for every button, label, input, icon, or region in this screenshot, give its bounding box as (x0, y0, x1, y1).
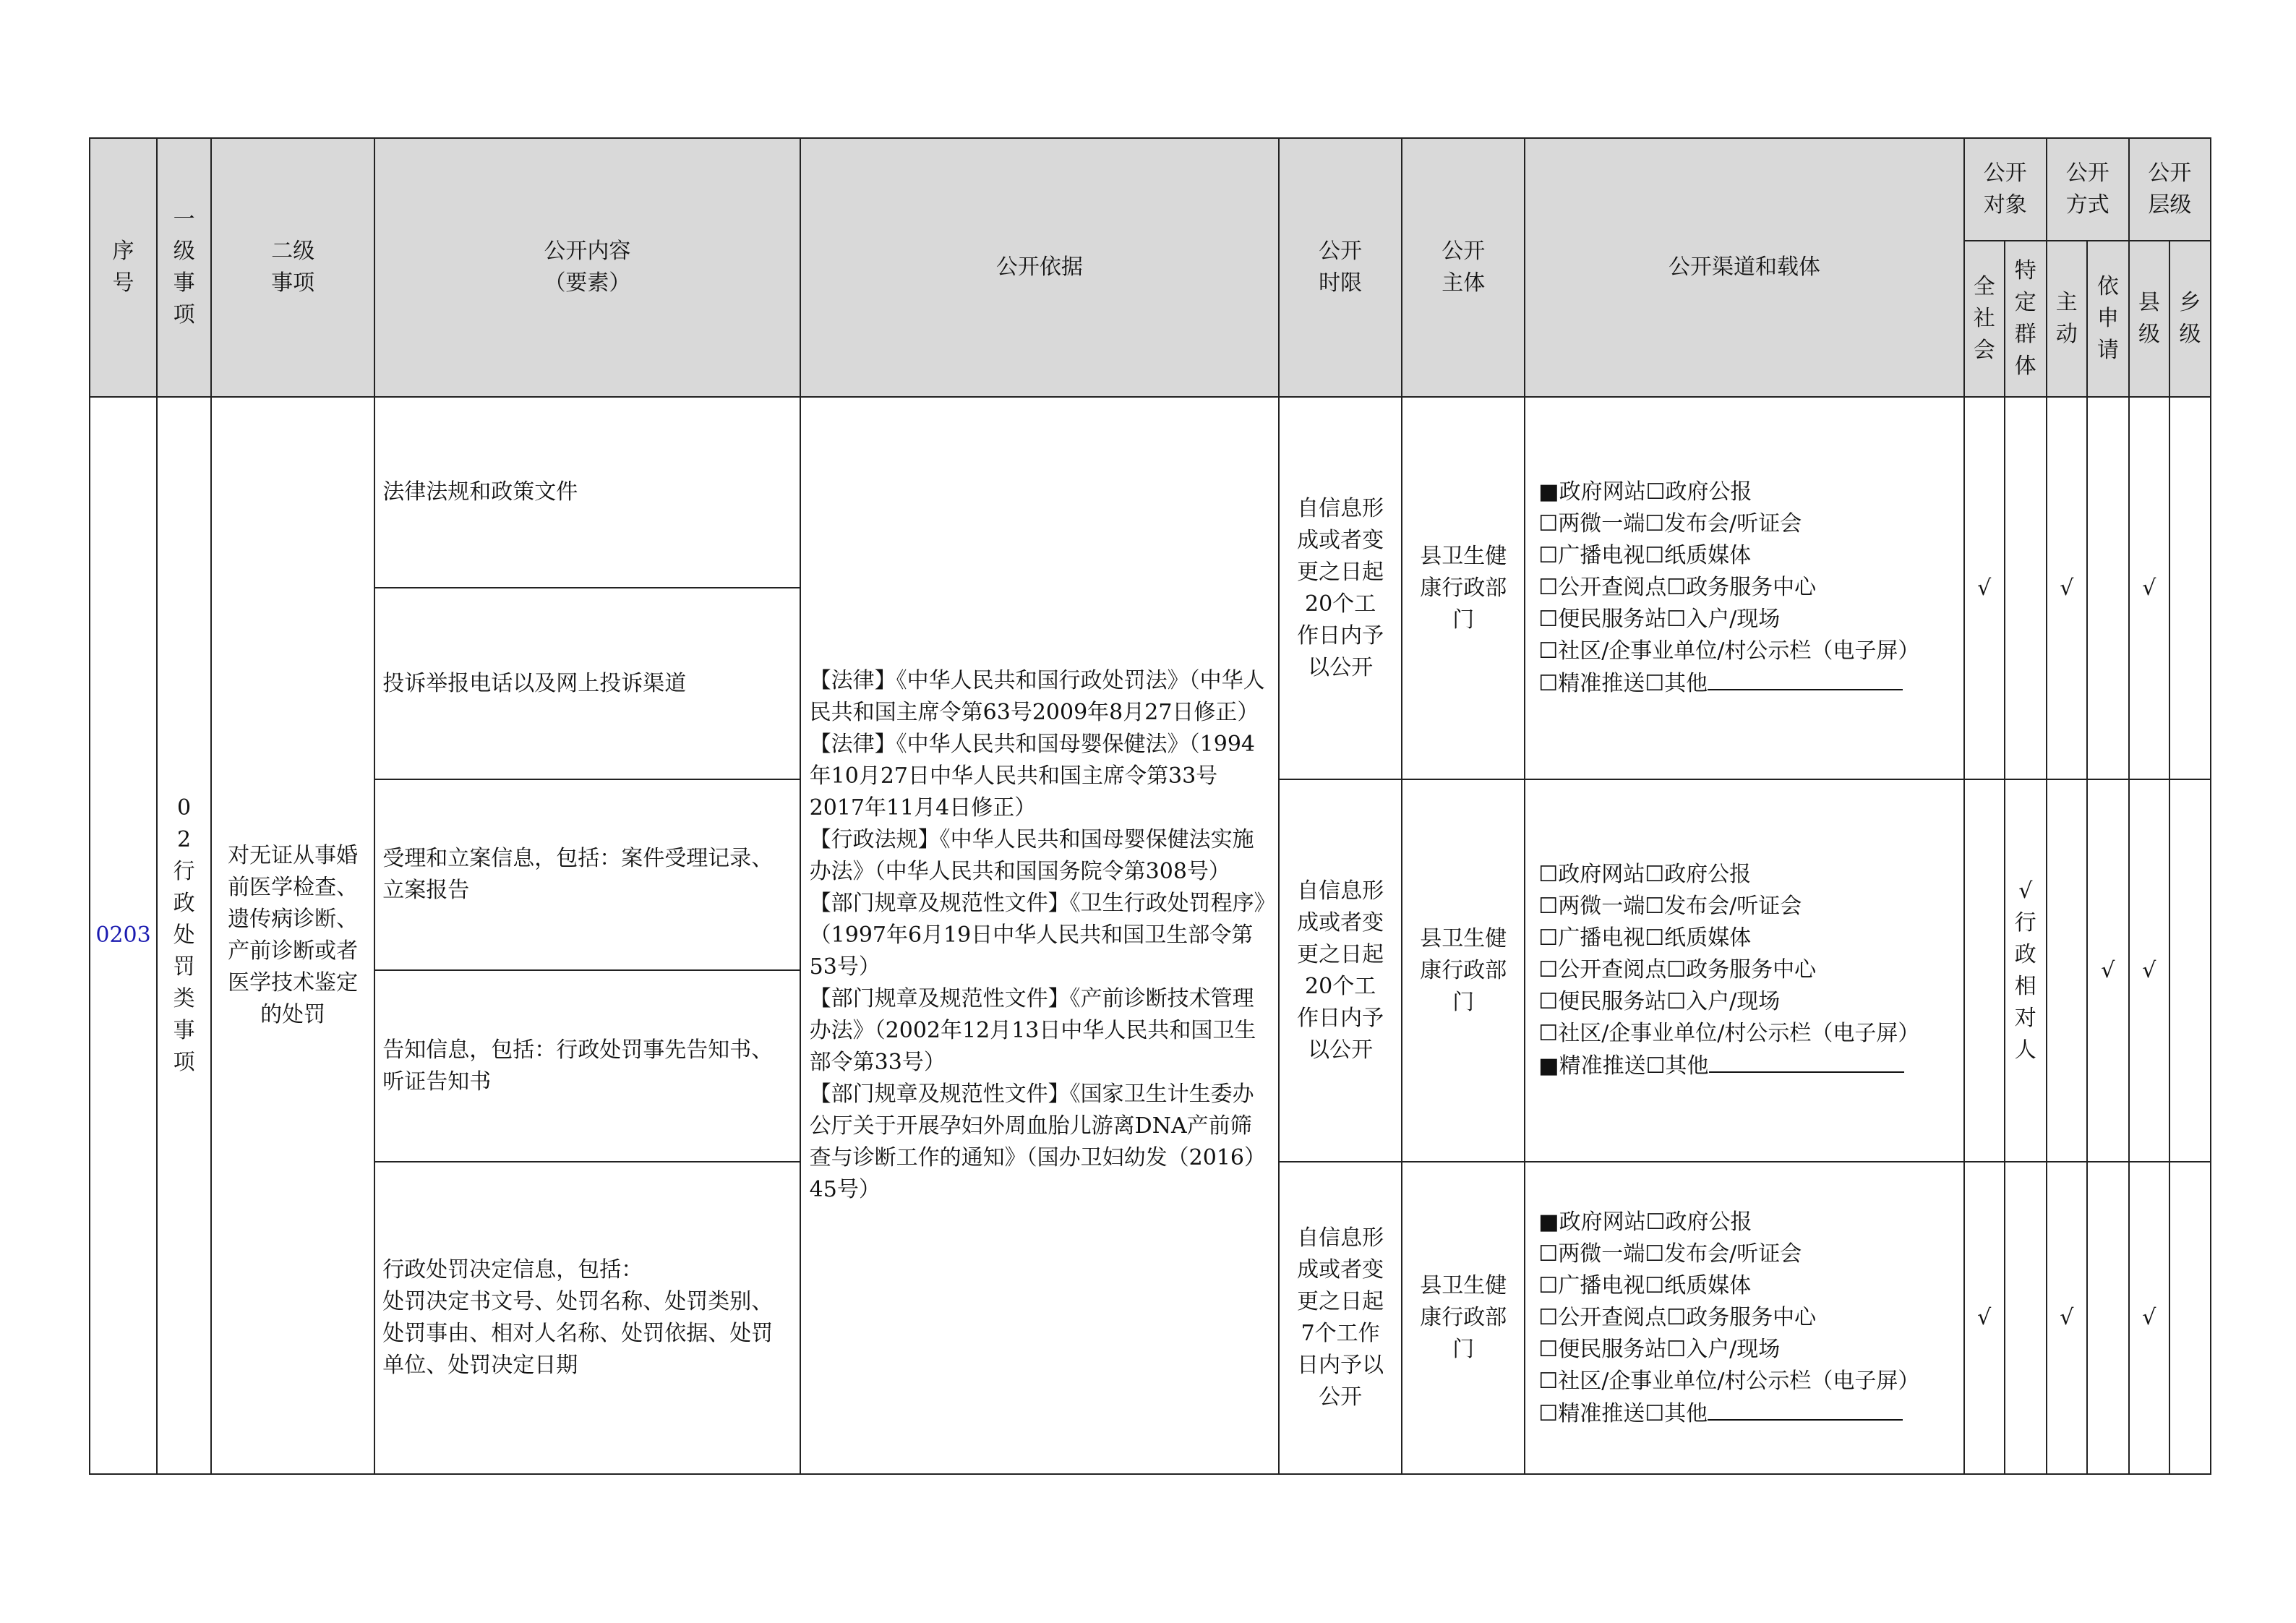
channel-line: ■政府网站☐政府公报 (1538, 479, 1752, 505)
check-method-apply (2087, 397, 2129, 779)
basis-item: 【部门规章及规范性文件】《卫生行政处罚程序》（1997年6月19日中华人民共和国卫生部令第53号） (809, 891, 1265, 980)
table-row (90, 397, 2211, 588)
check-target-specific: √行政相对人 (2005, 779, 2047, 1162)
channel-line: ☐社区/企事业单位/村公示栏（电子屏） (1538, 1368, 1920, 1394)
subject: 县卫生健康行政部门 (1402, 397, 1525, 779)
basis-item: 【部门规章及规范性文件】《产前诊断技术管理办法》（2002年12月13日中华人民共和国卫生部令第33号） (809, 986, 1256, 1075)
time-limit: 自信息形成或者变更之日起20个工作日内予以公开 (1279, 779, 1402, 1162)
channel-line: ☐精准推送☐其他 (1538, 667, 1950, 700)
content-item: 投诉举报电话以及网上投诉渠道 (374, 588, 800, 779)
disclosure-table (89, 137, 2211, 1475)
header-channel: 公开渠道和载体 (1525, 138, 1963, 397)
basis-item: 【法律】《中华人民共和国母婴保健法》（1994年10月27日中华人民共和国主席令第33号2017年11月4日修正） (809, 732, 1255, 821)
check-target-all: √ (1964, 1162, 2005, 1474)
check-method-apply: √ (2087, 779, 2129, 1162)
header-content-title: 公开内容 (544, 239, 631, 264)
basis-item: 【行政法规】《中华人民共和国母婴保健法实施办法》（中华人民共和国国务院令第308号） (809, 827, 1254, 884)
check-level-township (2169, 779, 2211, 1162)
check-target-specific (2005, 1162, 2047, 1474)
channel-line: ■政府网站☐政府公报 (1538, 1209, 1752, 1235)
channel-line: ☐公开查阅点☐政务服务中心 (1538, 575, 1817, 600)
channel-line: ☐公开查阅点☐政务服务中心 (1538, 957, 1817, 982)
content-item-detail: 处罚决定书文号、处罚名称、处罚类别、处罚事由、相对人名称、处罚依据、处罚单位、处罚决定日期 (382, 1289, 774, 1378)
header-subject: 公开主体 (1402, 138, 1525, 397)
channel-line: ☐便民服务站☐入户/现场 (1538, 989, 1781, 1014)
check-target-all (1964, 779, 2005, 1162)
blank-underline (1708, 667, 1903, 690)
header-level-township: 乡级 (2169, 241, 2211, 397)
header-target-all: 全社会 (1964, 241, 2005, 397)
basis-item: 【部门规章及规范性文件】《国家卫生计生委办公厅关于开展孕妇外周血胎儿游离DNA产前筛查与诊断工作的通知》（国办卫妇幼发（2016）45号） (809, 1082, 1266, 1202)
header-content (374, 138, 800, 397)
channel-line: ☐广播电视☐纸质媒体 (1538, 925, 1752, 951)
row-level1: 02行政处罚类事项 (157, 397, 211, 1474)
basis-item: 【法律】《中华人民共和国行政处罚法》（中华人民共和国主席令第63号2009年8月27日修正） (809, 668, 1265, 725)
header-seq: 序号 (90, 138, 157, 397)
channel-list (1525, 397, 1963, 779)
check-target-all: √ (1964, 397, 2005, 779)
channel-line: ☐精准推送☐其他 (1538, 1397, 1950, 1430)
channel-line: ☐政府网站☐政府公报 (1538, 862, 1752, 887)
blank-underline (1708, 1397, 1903, 1421)
subject: 县卫生健康行政部门 (1402, 1162, 1525, 1474)
check-method-active (2047, 779, 2087, 1162)
content-item: 告知信息，包括：行政处罚事先告知书、听证告知书 (374, 970, 800, 1162)
header-method-apply: 依申请 (2087, 241, 2129, 397)
channel-list (1525, 1162, 1963, 1474)
channel-list (1525, 779, 1963, 1162)
header-target-group: 公开对象 (1964, 138, 2047, 241)
channel-line: ☐两微一端☐发布会/听证会 (1538, 894, 1802, 919)
basis-cell (800, 397, 1279, 1474)
time-limit: 自信息形成或者变更之日起7个工作日内予以公开 (1279, 1162, 1402, 1474)
channel-line: ☐广播电视☐纸质媒体 (1538, 1272, 1752, 1298)
check-target-specific (2005, 397, 2047, 779)
check-method-active: √ (2047, 397, 2087, 779)
row-seq: 0203 (90, 397, 157, 1474)
header-basis: 公开依据 (800, 138, 1279, 397)
check-level-county: √ (2129, 397, 2169, 779)
row-level2: 对无证从事婚前医学检查、遗传病诊断、产前诊断或者医学技术鉴定的处罚 (211, 397, 374, 1474)
channel-line: ☐两微一端☐发布会/听证会 (1538, 1241, 1802, 1267)
header-level2: 二级事项 (211, 138, 374, 397)
check-level-county: √ (2129, 1162, 2169, 1474)
check-method-apply (2087, 1162, 2129, 1474)
header-level1: 一级事项 (157, 138, 211, 397)
header-level-county: 县级 (2129, 241, 2169, 397)
check-level-county: √ (2129, 779, 2169, 1162)
time-limit: 自信息形成或者变更之日起20个工作日内予以公开 (1279, 397, 1402, 779)
content-item: 受理和立案信息，包括：案件受理记录、立案报告 (374, 779, 800, 970)
channel-line: ☐公开查阅点☐政务服务中心 (1538, 1304, 1817, 1330)
header-time-limit: 公开时限 (1279, 138, 1402, 397)
content-item (374, 1162, 800, 1474)
check-level-township (2169, 397, 2211, 779)
channel-line: ☐便民服务站☐入户/现场 (1538, 607, 1781, 632)
channel-line: ☐社区/企事业单位/村公示栏（电子屏） (1538, 1021, 1920, 1046)
header-content-sub: （要素） (544, 270, 631, 296)
content-item-title: 行政处罚决定信息，包括： (382, 1257, 643, 1282)
channel-line: ☐社区/企事业单位/村公示栏（电子屏） (1538, 638, 1920, 664)
subject: 县卫生健康行政部门 (1402, 779, 1525, 1162)
header-method-group: 公开方式 (2047, 138, 2129, 241)
header-method-active: 主动 (2047, 241, 2087, 397)
header-level-group: 公开层级 (2129, 138, 2211, 241)
channel-line: ☐两微一端☐发布会/听证会 (1538, 511, 1802, 536)
content-item: 法律法规和政策文件 (374, 397, 800, 588)
channel-line: ■精准推送☐其他 (1538, 1050, 1950, 1082)
channel-line: ☐便民服务站☐入户/现场 (1538, 1336, 1781, 1362)
header-target-specific: 特定群体 (2005, 241, 2047, 397)
channel-line: ☐广播电视☐纸质媒体 (1538, 543, 1752, 568)
check-level-township (2169, 1162, 2211, 1474)
check-method-active: √ (2047, 1162, 2087, 1474)
blank-underline (1709, 1050, 1904, 1073)
